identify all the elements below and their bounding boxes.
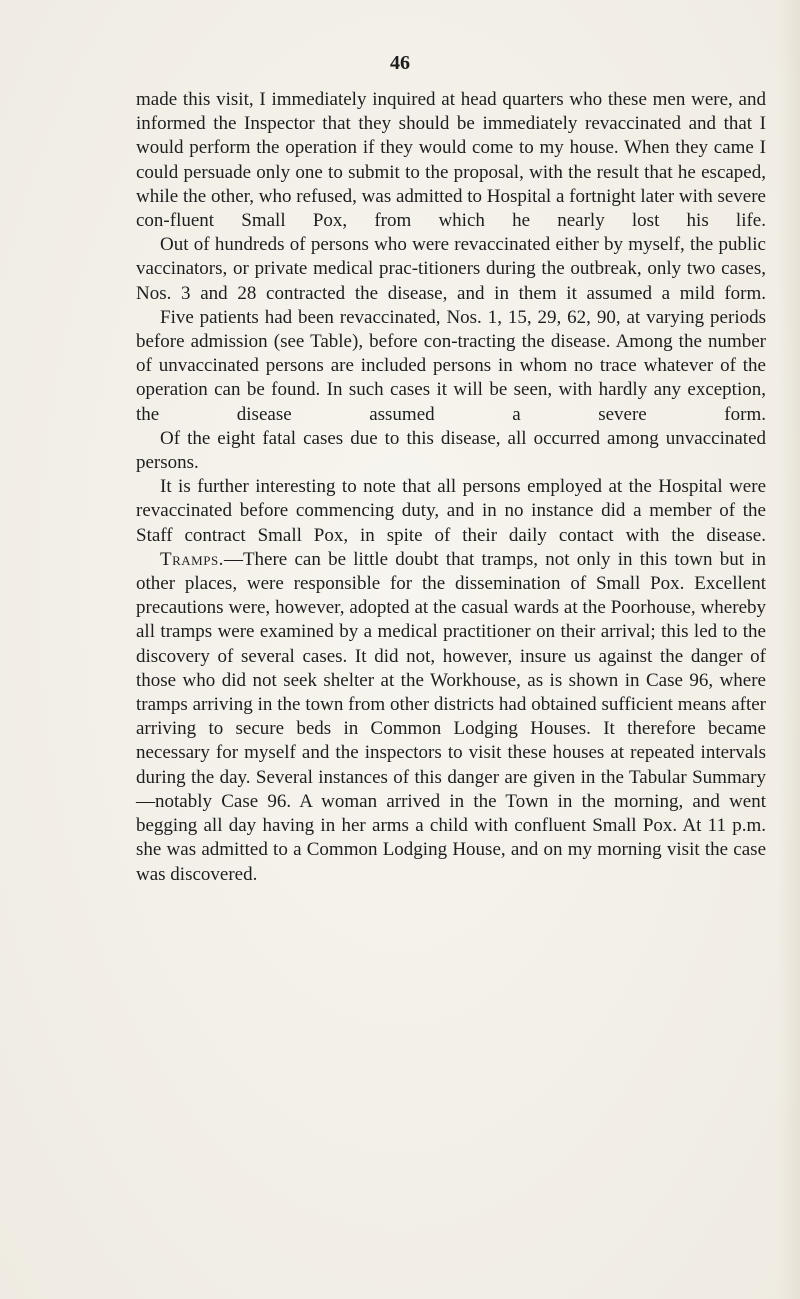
body-text (136, 88, 766, 887)
section-heading-tramps: Tramps. (160, 548, 224, 570)
page-number: 46 (390, 52, 410, 74)
paragraph-tramps-text: —There can be little doubt that tramps, not only in this town but in other places, were responsible for the dissemination of Small Pox. Excellent precautions were, however, adopted at the casual wards at the Poorhouse, whereby all tramps were examined by a medical practitioner on their arrival; this led to the discovery of several cases. It did not, however, insure us against the danger of those who did not seek shelter at the Workhouse, as is shown in Case 96, where tramps arriving in the town from other districts had obtained sufficient means after arriving to secure beds in Common Lodging Houses. It therefore became necessary for myself and the inspectors to visit these houses at repeated intervals during the day. Several instances of this danger are given in the Tabular Summary—notably Case 96. A woman arrived in the Town in the morning, and went begging all day having in her arms a child with confluent Small Pox. At 11 p.m. she was admitted to a Common Lodging House, and on my morning visit the case was discovered. (136, 548, 766, 885)
paragraph-tramps (136, 548, 766, 887)
scan-edge-shadow (778, 0, 800, 1299)
paragraph-revaccination-results: Out of hundreds of persons who were revaccinated either by myself, the public vaccinators, or private medical prac-titioners during the outbreak, only two cases, Nos. 3 and 28 contracted the disease, and in them it assumed a mild form. (136, 234, 766, 304)
paragraph-continuation: made this visit, I immediately inquired at head quarters who these men were, and informed the Inspector that they should be immediately revaccinated and that I would perform the operation if they would come to my house. When they came I could persuade only one to submit to the proposal, with the result that he escaped, while the other, who refused, was admitted to Hospital a fortnight later with severe con-fluent Small Pox, from which he nearly lost his life. (136, 89, 766, 232)
paragraph-revaccinated-patients: Five patients had been revaccinated, Nos. 1, 15, 29, 62, 90, at varying periods before admission (see Table), before con-tracting the disease. Among the number of unvaccinated persons are included persons in whom no trace whatever of the operation can be found. In such cases it will be seen, with hardly any exception, the disease assumed a severe form. (136, 306, 766, 425)
paragraph-hospital-staff: It is further interesting to note that all persons employed at the Hospital were revaccinated before commencing duty, and in no instance did a member of the Staff contract Small Pox, in spite of their daily contact with the disease. (136, 476, 766, 546)
paragraph-fatal-cases: Of the eight fatal cases due to this disease, all occurred among unvaccinated persons. (136, 427, 766, 474)
